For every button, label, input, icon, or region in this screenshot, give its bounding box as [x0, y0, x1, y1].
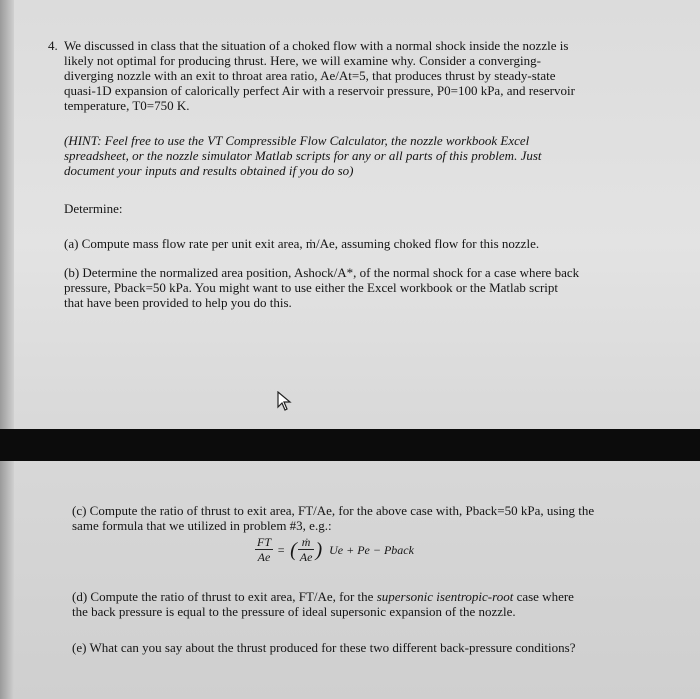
formula-lhs-num: FT — [257, 535, 272, 549]
mouse-pointer-icon — [276, 391, 292, 411]
problem-line-4: quasi-1D expansion of calorically perfect Air with a reservoir pressure, P0=100 kPa, and reservoir — [64, 83, 575, 98]
hint-paragraph — [64, 133, 644, 178]
part-d-line-2: the back pressure is equal to the pressure of ideal supersonic expansion of the nozzle. — [72, 604, 516, 619]
hint-line-2: spreadsheet, or the nozzle simulator Matlab scripts for any or all parts of this problem. Just — [64, 148, 542, 163]
hint-line-1: (HINT: Feel free to use the VT Compressible Flow Calculator, the nozzle workbook Excel — [64, 133, 530, 148]
part-d-line-1-text: (d) Compute the ratio of thrust to exit area, FT/Ae, for the — [72, 589, 377, 604]
determine-heading: Determine: — [64, 201, 123, 216]
part-b — [64, 265, 654, 310]
part-d-emphasis: supersonic isentropic-root — [376, 589, 514, 604]
part-b-line-2: pressure, Pback=50 kPa. You might want to use either the Excel workbook or the Matlab script — [64, 280, 559, 295]
formula-rhs: Ue + Pe − Pback — [329, 542, 414, 557]
problem-line-1: We discussed in class that the situation of a choked flow with a normal shock inside the nozzle is — [64, 38, 569, 53]
problem-line-3: diverging nozzle with an exit to throat area ratio, Ae/At=5, that produces thrust by steady-state — [64, 68, 556, 83]
part-a: (a) Compute mass flow rate per unit exit area, ṁ/Ae, assuming choked flow for this nozzle. — [64, 236, 540, 251]
formula-frac-den: Ae — [299, 550, 313, 564]
part-b-line-3: that have been provided to help you do this. — [64, 295, 292, 310]
part-c — [72, 503, 632, 533]
part-c-line-1: (c) Compute the ratio of thrust to exit area, FT/Ae, for the above case with, Pback=50 kPa, using the — [72, 503, 595, 518]
problem-line-5: temperature, T0=750 K. — [64, 98, 190, 113]
formula-lhs-den: Ae — [257, 550, 271, 564]
hint-line-3: document your inputs and results obtained if you do so) — [64, 163, 354, 178]
page-edge-shadow — [0, 0, 14, 699]
part-c-line-2: same formula that we utilized in problem #3, e.g.: — [72, 518, 332, 533]
thrust-formula: FT = ( ṁ ) Ue + Pe − Pback Ae Ae — [257, 535, 414, 564]
problem-number: 4. — [48, 38, 58, 53]
part-d-line-1: (d) Compute the ratio of thrust to exit area, FT/Ae, for the supersonic isentropic-root case where — [72, 589, 574, 604]
formula-frac-num: ṁ — [298, 535, 315, 550]
page-divider — [0, 429, 700, 461]
problem-statement — [48, 38, 648, 113]
part-e: (e) What can you say about the thrust produced for these two different back-pressure conditions? — [72, 640, 576, 655]
problem-line-2: likely not optimal for producing thrust. Here, we will examine why. Consider a converging- — [64, 53, 541, 68]
part-b-line-1: (b) Determine the normalized area position, Ashock/A*, of the normal shock for a case where back — [64, 265, 580, 280]
part-d — [72, 589, 632, 619]
